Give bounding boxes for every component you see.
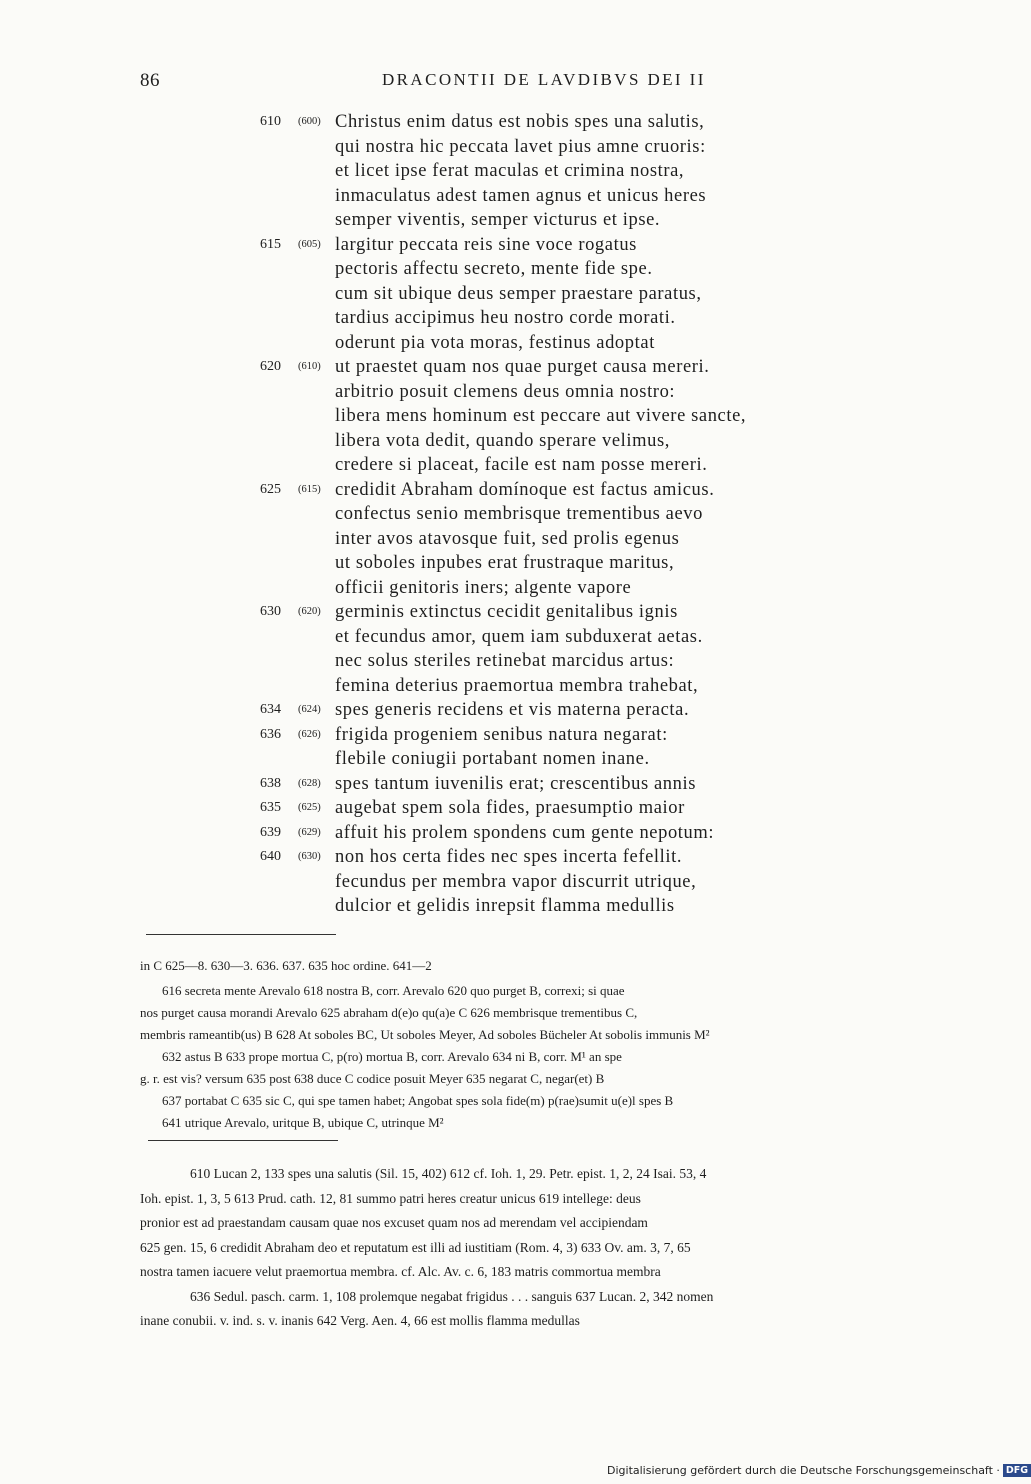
verse-text: oderunt pia vota moras, festinus adoptat <box>335 332 655 353</box>
verse-line <box>255 429 875 454</box>
verse-line <box>255 355 875 380</box>
alt-line-number: (630) <box>298 851 321 862</box>
verse-line <box>255 527 875 552</box>
verse-text: credidit Abraham domínoque est factus amicus. <box>335 479 715 500</box>
verse-text: spes tantum iuvenilis erat; crescentibus annis <box>335 773 697 794</box>
verse-line <box>255 698 875 723</box>
verse-line <box>255 282 875 307</box>
verse-text: nec solus steriles retinebat marcidus artus: <box>335 651 675 671</box>
verse-text: confectus senio membrisque trementibus aevo <box>335 504 703 524</box>
verse-line <box>255 625 875 650</box>
verse-text: femina deterius praemortua membra trahebat, <box>335 675 699 696</box>
similia-line: 636 Sedul. pasch. carm. 1, 108 prolemque negabat frigidus . . . sanguis 637 Lucan. 2, 342 nomen <box>190 1288 714 1304</box>
verse-text: semper viventis, semper victurus et ipse. <box>335 210 661 230</box>
verse-line <box>255 453 875 478</box>
line-number: 630 <box>260 604 281 619</box>
verse-text: augebat spem sola fides, praesumptio maior <box>335 798 685 818</box>
verse-text: pectoris affectu secreto, mente fide spe. <box>335 259 653 279</box>
verse-text: inter avos atavosque fuit, sed prolis egenus <box>335 528 680 549</box>
verse-line <box>255 502 875 527</box>
verse-line <box>255 649 875 674</box>
line-number: 610 <box>260 114 281 129</box>
similia-line: Ioh. epist. 1, 3, 5 613 Prud. cath. 12, 81 summo patri heres creatur unicus 619 intellege: deus <box>140 1190 641 1206</box>
alt-line-number: (600) <box>298 116 321 127</box>
order-note <box>140 955 924 977</box>
verse-text: flebile coniugii portabant nomen inane. <box>335 749 650 769</box>
verse-text: libera mens hominum est peccare aut vivere sancte, <box>335 406 747 426</box>
line-number: 638 <box>260 775 281 791</box>
verse-text: arbitrio posuit clemens deus omnia nostro: <box>335 381 676 402</box>
verse-line <box>255 551 875 576</box>
verse-line <box>255 159 875 184</box>
digitization-credit <box>607 1464 1031 1477</box>
verse-text: officii genitoris iners; algente vapore <box>335 577 632 598</box>
similia-line: inane conubii. v. ind. s. v. inanis 642 Verg. Aen. 4, 66 est mollis flamma medullas <box>140 1313 580 1328</box>
order-note-line: in C 625—8. 630—3. 636. 637. 635 hoc ordine. 641—2 <box>140 958 432 973</box>
verse-text: tardius accipimus heu nostro corde morati. <box>335 308 676 328</box>
dfg-logo: DFG <box>1003 1464 1031 1477</box>
credit-text: Digitalisierung gefördert durch die Deutsche Forschungsgemeinschaft · <box>607 1464 1000 1477</box>
apparatus-line: 637 portabat C 635 sic C, qui spe tamen habet; Angobat spes sola fide(m) p(rae)sumit u(e)l spes B <box>162 1093 674 1108</box>
verse-text: et licet ipse ferat maculas et crimina nostra, <box>335 161 685 181</box>
verse-line <box>255 135 875 160</box>
verse-text: affuit his prolem spondens cum gente nepotum: <box>335 822 715 843</box>
verse-line <box>255 331 875 356</box>
verse-text: non hos certa fides nec spes incerta fefellit. <box>335 847 683 867</box>
verse-text: et fecundus amor, quem iam subduxerat aetas. <box>335 626 703 647</box>
running-title: DRACONTII DE LAVDIBVS DEI II <box>382 70 706 89</box>
verse-text: inmaculatus adest tamen agnus et unicus heres <box>335 185 707 206</box>
verse-text: libera vota dedit, quando sperare velimus, <box>335 430 670 451</box>
line-number: 634 <box>260 702 281 717</box>
verse-line <box>255 894 875 919</box>
verse-line <box>255 110 875 135</box>
verse-line <box>255 796 875 821</box>
verse-text: spes generis recidens et vis materna peracta. <box>335 700 690 720</box>
similia-line: 610 Lucan 2, 133 spes una salutis (Sil. 15, 402) 612 cf. Ioh. 1, 29. Petr. epist. 1, 2, 24 Isai. 53, 4 <box>190 1166 707 1181</box>
divider-rule <box>148 1140 338 1141</box>
verse-text: credere si placeat, facile est nam posse mereri. <box>335 455 708 475</box>
apparatus-line: nos purget causa morandi Arevalo 625 abraham d(e)o qu(a)e C 626 membrisque trementibus C, <box>140 1005 638 1020</box>
verse-line <box>255 208 875 233</box>
apparatus-line: membris rameantib(us) B 628 At soboles BC, Ut soboles Meyer, Ad soboles Bücheler At sobolis immunis M² <box>140 1027 710 1042</box>
verse-line <box>255 674 875 699</box>
critical-apparatus <box>140 980 924 1134</box>
verse-line <box>255 576 875 601</box>
apparatus-line: 632 astus B 633 prope mortua C, p(ro) mortua B, corr. Arevalo 634 ni B, corr. M¹ an spe <box>162 1049 622 1064</box>
similia-line: 625 gen. 15, 6 credidit Abraham deo et reputatum est illi ad iustitiam (Rom. 4, 3) 633 Ov. am. 3, 7, 65 <box>140 1239 691 1255</box>
divider-rule <box>146 934 336 935</box>
page-header <box>0 70 1000 98</box>
alt-line-number: (625) <box>298 802 321 813</box>
verse-text: frigida progeniem senibus natura negarat: <box>335 724 668 745</box>
verse-line <box>255 600 875 625</box>
verse-line <box>255 723 875 748</box>
verse-text: qui nostra hic peccata lavet pius amne cruoris: <box>335 136 706 157</box>
verse-line <box>255 404 875 429</box>
similia-line: pronior est ad praestandam causam quae nos excuset quam nos ad merendam vel accipiendam <box>140 1215 648 1230</box>
verse-line <box>255 478 875 503</box>
poem-text <box>255 110 875 919</box>
alt-line-number: (629) <box>298 826 321 838</box>
verse-text: Christus enim datus est nobis spes una salutis, <box>335 112 705 132</box>
verse-line <box>255 380 875 405</box>
verse-line <box>255 747 875 772</box>
verse-line <box>255 821 875 846</box>
verse-line <box>255 233 875 258</box>
apparatus-line: 616 secreta mente Arevalo 618 nostra B, corr. Arevalo 620 quo purget B, correxi; si quae <box>162 983 625 998</box>
line-number: 635 <box>260 800 281 815</box>
alt-line-number: (624) <box>298 704 321 715</box>
verse-text: ut soboles inpubes erat frustraque maritus, <box>335 553 675 573</box>
line-number: 615 <box>260 236 281 252</box>
alt-line-number: (620) <box>298 606 321 617</box>
alt-line-number: (615) <box>298 483 321 495</box>
similia-notes <box>140 1162 924 1334</box>
verse-text: fecundus per membra vapor discurrit utrique, <box>335 871 697 892</box>
alt-line-number: (605) <box>298 238 321 250</box>
line-number: 640 <box>260 849 281 864</box>
line-number: 636 <box>260 726 281 742</box>
apparatus-line: 641 utrique Arevalo, uritque B, ubique C, utrinque M² <box>162 1115 444 1130</box>
verse-text: dulcior et gelidis inrepsit flamma medullis <box>335 896 675 916</box>
line-number: 625 <box>260 481 281 497</box>
alt-line-number: (628) <box>298 777 321 789</box>
similia-line: nostra tamen iacuere velut praemortua membra. cf. Alc. Av. c. 6, 183 matris commortua membra <box>140 1264 661 1279</box>
verse-text: largitur peccata reis sine voce rogatus <box>335 234 637 255</box>
verse-line <box>255 772 875 797</box>
verse-line <box>255 184 875 209</box>
verse-text: cum sit ubique deus semper praestare paratus, <box>335 283 702 304</box>
line-number: 639 <box>260 824 281 840</box>
verse-line <box>255 845 875 870</box>
line-number: 620 <box>260 359 281 374</box>
verse-line <box>255 870 875 895</box>
verse-line <box>255 257 875 282</box>
page-number: 86 <box>140 70 160 91</box>
verse-text: ut praestet quam nos quae purget causa mereri. <box>335 357 710 377</box>
verse-text: germinis extinctus cecidit genitalibus ignis <box>335 602 678 622</box>
verse-line <box>255 306 875 331</box>
apparatus-line: g. r. est vis? versum 635 post 638 duce C codice posuit Meyer 635 negarat C, negar(et) B <box>140 1071 605 1086</box>
alt-line-number: (610) <box>298 361 321 372</box>
alt-line-number: (626) <box>298 728 321 740</box>
